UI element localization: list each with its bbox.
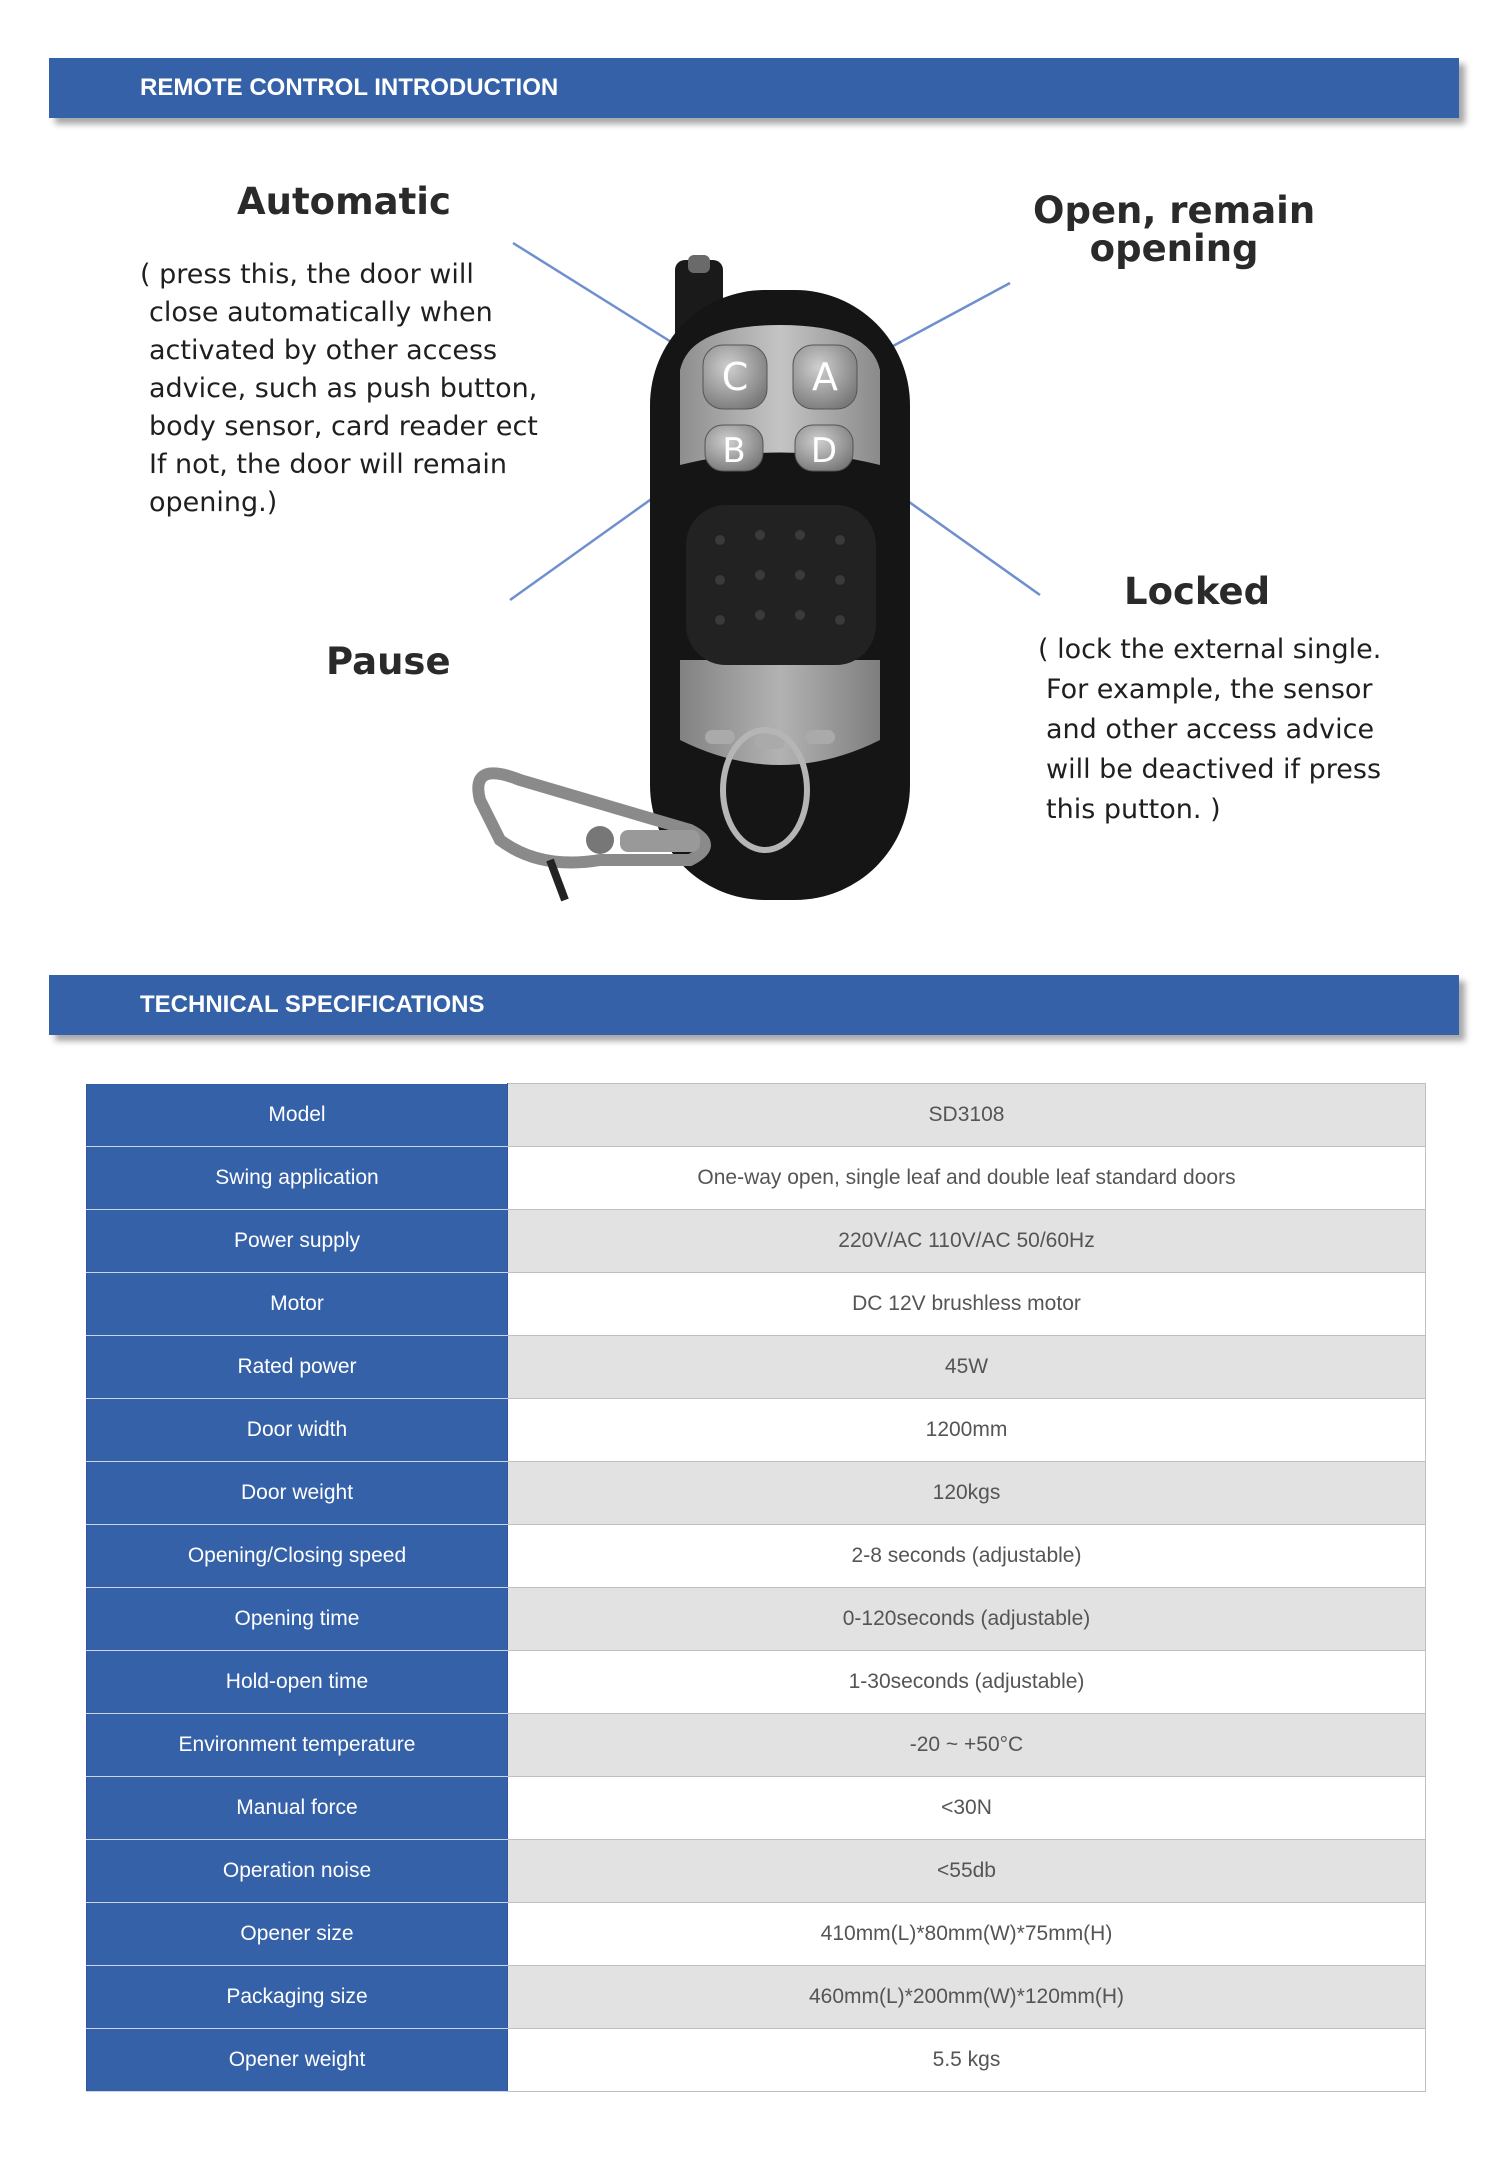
spec-key: Model [87,1084,508,1147]
automatic-desc-line: body sensor, card reader ect [149,411,538,442]
specs-table-body [87,1084,1426,2092]
table-row [87,2029,1426,2092]
spec-key: Door width [87,1399,508,1462]
spec-key: Environment temperature [87,1714,508,1777]
open-remain-opening-heading [1033,189,1316,270]
spec-value: 45W [508,1336,1426,1399]
section-header-remote: REMOTE CONTROL INTRODUCTION [49,58,1459,118]
automatic-desc-line: opening.) [149,487,278,518]
remote-illustration [0,140,1500,920]
spec-key: Hold-open time [87,1651,508,1714]
table-row [87,1777,1426,1840]
specs-table [86,1083,1426,2092]
locked-desc-line: will be deactived if press [1046,754,1382,785]
spec-value: One-way open, single leaf and double leaf standard doors [508,1147,1426,1210]
automatic-heading: Automatic [237,180,451,223]
locked-description [1038,630,1381,830]
locked-desc-line: and other access advice [1046,714,1375,745]
open-heading-line: Open, remain [1033,189,1316,232]
spec-value: -20 ~ +50°C [508,1714,1426,1777]
spec-value: <55db [508,1840,1426,1903]
section-header-specs: TECHNICAL SPECIFICATIONS [49,975,1459,1035]
spec-value: 410mm(L)*80mm(W)*75mm(H) [508,1903,1426,1966]
pause-heading: Pause [326,640,451,683]
spec-key: Power supply [87,1210,508,1273]
spec-value: 460mm(L)*200mm(W)*120mm(H) [508,1966,1426,2029]
table-row [87,1462,1426,1525]
spec-key: Motor [87,1273,508,1336]
open-heading-line: opening [1089,227,1259,270]
spec-key: Swing application [87,1147,508,1210]
button-d-label: D [810,431,838,471]
button-b-label: B [722,431,746,471]
automatic-desc-line: activated by other access [149,335,498,366]
spec-value: 1200mm [508,1399,1426,1462]
spec-key: Opener weight [87,2029,508,2092]
locked-desc-line: ( lock the external single. [1038,634,1382,665]
locked-heading: Locked [1124,570,1271,613]
table-row [87,1147,1426,1210]
table-row [87,1273,1426,1336]
spec-value: 1-30seconds (adjustable) [508,1651,1426,1714]
spec-key: Rated power [87,1336,508,1399]
table-row [87,1588,1426,1651]
spec-value: 220V/AC 110V/AC 50/60Hz [508,1210,1426,1273]
spec-value: 5.5 kgs [508,2029,1426,2092]
table-row [87,1714,1426,1777]
automatic-desc-line: ( press this, the door will [140,259,474,290]
table-row [87,1399,1426,1462]
spec-value: 0-120seconds (adjustable) [508,1588,1426,1651]
spec-key: Opening time [87,1588,508,1651]
spec-value: <30N [508,1777,1426,1840]
spec-value: SD3108 [508,1084,1426,1147]
automatic-desc-line: close automatically when [149,297,493,328]
table-row [87,1903,1426,1966]
spec-key: Door weight [87,1462,508,1525]
locked-desc-line: this putton. ) [1046,794,1221,825]
automatic-desc-line: If not, the door will remain [149,449,507,480]
table-row [87,1084,1426,1147]
table-row [87,1651,1426,1714]
locked-desc-line: For example, the sensor [1046,674,1373,705]
table-row [87,1840,1426,1903]
spec-value: DC 12V brushless motor [508,1273,1426,1336]
spec-key: Packaging size [87,1966,508,2029]
table-row [87,1210,1426,1273]
spec-key: Opening/Closing speed [87,1525,508,1588]
spec-key: Opener size [87,1903,508,1966]
spec-key: Operation noise [87,1840,508,1903]
automatic-desc-line: advice, such as push button, [149,373,538,404]
button-a-label: A [812,355,838,399]
automatic-description [140,256,538,522]
spec-value: 120kgs [508,1462,1426,1525]
spec-key: Manual force [87,1777,508,1840]
table-row [87,1525,1426,1588]
spec-value: 2-8 seconds (adjustable) [508,1525,1426,1588]
table-row [87,1966,1426,2029]
button-c-label: C [721,355,749,399]
table-row [87,1336,1426,1399]
